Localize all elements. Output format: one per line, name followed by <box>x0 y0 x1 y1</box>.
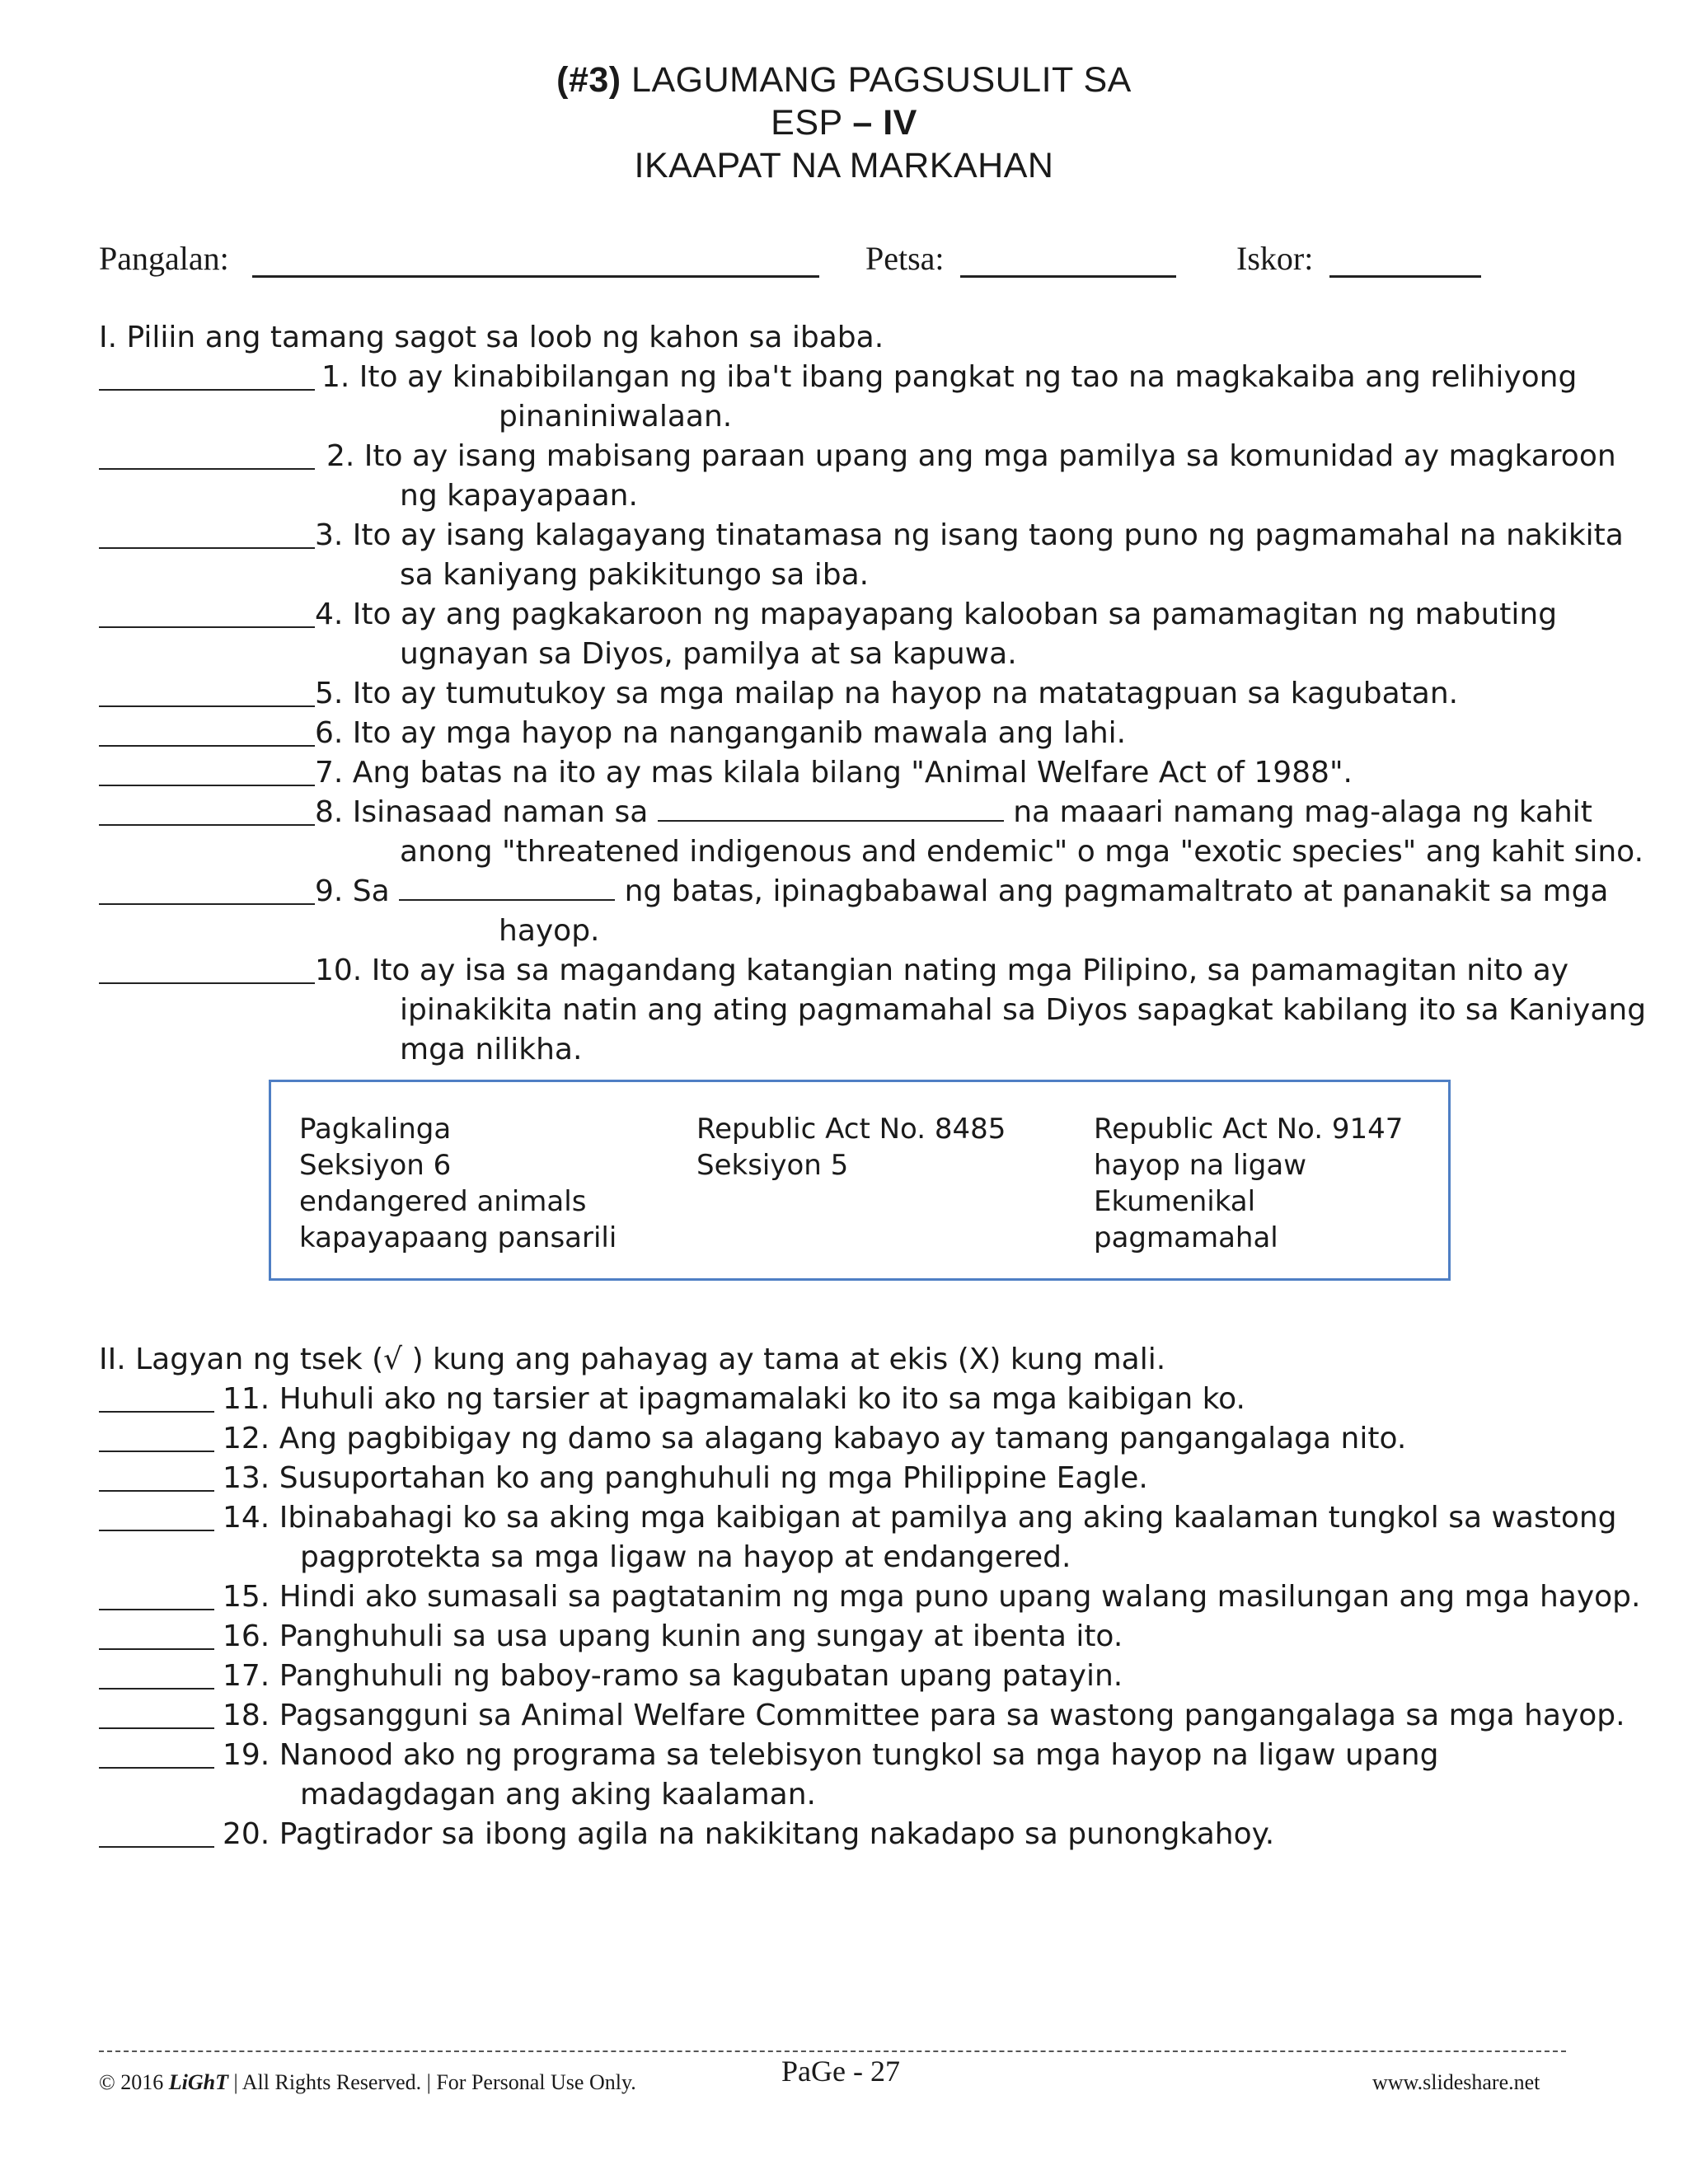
answer-blank-19[interactable] <box>99 1767 214 1769</box>
answer-blank-5[interactable] <box>99 705 315 707</box>
statement-text: 14. Ibinabahagi ko sa aking mga kaibigan at pamilya ang aking kaalaman tungkol sa wastong <box>223 1501 1617 1535</box>
answer-blank-3[interactable] <box>99 547 315 549</box>
question-text-cont: ugnayan sa Diyos, pamilya at sa kapuwa. <box>400 637 1017 671</box>
question-text <box>315 793 1592 832</box>
choice-item: Seksiyon 5 <box>696 1149 849 1182</box>
score-label: Iskor: <box>1236 240 1314 277</box>
choices-column-1 <box>299 1111 617 1256</box>
question-text: 6. Ito ay mga hayop na nanganganib mawala ang lahi. <box>315 716 1127 750</box>
statement-text: 12. Ang pagbibigay ng damo sa alagang kabayo ay tamang pangangalaga nito. <box>223 1422 1407 1455</box>
date-label: Petsa: <box>865 240 945 277</box>
question-text: 2. Ito ay isang mabisang paraan upang ang mga pamilya sa komunidad ay magkaroon <box>326 439 1616 473</box>
title-line-2 <box>0 102 1688 143</box>
student-info <box>99 239 1582 280</box>
question-text <box>315 872 1609 912</box>
choices-column-3 <box>1094 1111 1403 1256</box>
answer-blank-20[interactable] <box>99 1846 214 1848</box>
answer-blank-1[interactable] <box>99 389 315 391</box>
statement-text: 19. Nanood ako ng programa sa telebisyon tungkol sa mga hayop na ligaw upang <box>223 1738 1439 1772</box>
part2-instruction: II. Lagyan ng tsek (√ ) kung ang pahayag ay tama at ekis (X) kung mali. <box>99 1343 1166 1376</box>
part1-instruction: I. Piliin ang tamang sagot sa loob ng kahon sa ibaba. <box>99 321 884 354</box>
subject: ESP <box>771 103 853 143</box>
answer-blank-4[interactable] <box>99 626 315 628</box>
question-text-before: 9. Sa <box>315 874 400 908</box>
question-text-cont: pinaniniwalaan. <box>499 400 733 434</box>
statement-text-cont: pagprotekta sa mga ligaw na hayop at endangered. <box>300 1540 1071 1574</box>
name-label: Pangalan: <box>99 240 229 277</box>
choice-item: Seksiyon 6 <box>299 1149 452 1182</box>
date-field[interactable] <box>960 275 1176 278</box>
title-text: LAGUMANG PAGSUSULIT SA <box>621 60 1132 100</box>
question-text-before: 8. Isinasaad naman sa <box>315 795 658 829</box>
test-number: (#3) <box>556 60 621 100</box>
title-line-3: IKAAPAT NA MARKAHAN <box>634 146 1054 185</box>
choice-item: Republic Act No. 9147 <box>1094 1113 1404 1146</box>
question-text: 3. Ito ay isang kalagayang tinatamasa ng isang taong puno ng pagmamahal na nakikita <box>315 518 1624 552</box>
copyright-symbol: © 2016 <box>99 2070 169 2094</box>
choice-item: endangered animals <box>299 1185 587 1218</box>
answer-blank-15[interactable] <box>99 1609 214 1610</box>
statement-text: 18. Pagsangguni sa Animal Welfare Committee para sa wastong pangangalaga sa mga hayop. <box>223 1699 1625 1732</box>
question-text: 7. Ang batas na ito ay mas kilala bilang "Animal Welfare Act of 1988". <box>315 756 1353 790</box>
footer-site: www.slideshare.net <box>1372 2070 1540 2094</box>
answer-blank-18[interactable] <box>99 1727 214 1729</box>
question-text-after: ng batas, ipinagbabawal ang pagmamaltrato at pananakit sa mga <box>615 874 1609 908</box>
question-text-cont: mga nilikha. <box>400 1033 583 1066</box>
question-text-cont: ng kapayapaan. <box>400 479 638 513</box>
question-text-after: na maaari namang mag-alaga ng kahit <box>1003 795 1592 829</box>
choice-item: Ekumenikal <box>1094 1185 1256 1218</box>
choice-item: hayop na ligaw <box>1094 1149 1307 1182</box>
answer-choices-box <box>269 1080 1451 1281</box>
answer-blank-2[interactable] <box>99 468 315 470</box>
score-field[interactable] <box>1329 275 1481 278</box>
statement-text: 16. Panghuhuli sa usa upang kunin ang sungay at ibenta ito. <box>223 1619 1123 1653</box>
answer-blank-7[interactable] <box>99 785 315 786</box>
question-text-cont: ipinakikita natin ang ating pagmamahal sa Diyos sapagkat kabilang ito sa Kaniyang <box>400 993 1647 1027</box>
statement-text: 20. Pagtirador sa ibong agila na nakikitang nakadapo sa punongkahoy. <box>223 1817 1275 1851</box>
statement-text: 15. Hindi ako sumasali sa pagtatanim ng mga puno upang walang masilungan ang mga hayop. <box>223 1580 1641 1614</box>
answer-blank-16[interactable] <box>99 1648 214 1650</box>
statement-text: 13. Susuportahan ko ang panghuhuli ng mga Philippine Eagle. <box>223 1461 1148 1495</box>
question-text-cont: sa kaniyang pakikitungo sa iba. <box>400 558 870 592</box>
choice-item: kapayapaang pansarili <box>299 1221 617 1254</box>
answer-blank-17[interactable] <box>99 1688 214 1690</box>
question-text-cont: anong "threatened indigenous and endemic" o mga "exotic species" ang kahit sino. <box>400 835 1644 869</box>
question-text: 1. Ito ay kinabibilangan ng iba't ibang pangkat ng tao na magkakaiba ang relihiyong <box>321 360 1578 394</box>
answer-blank-13[interactable] <box>99 1490 214 1492</box>
question-text: 10. Ito ay isa sa magandang katangian nating mga Pilipino, sa pamamagitan nito ay <box>315 954 1569 987</box>
grade-level: – IV <box>852 103 917 143</box>
choices-column-2 <box>696 1111 1006 1183</box>
inline-blank-9[interactable] <box>399 874 615 901</box>
answer-blank-9[interactable] <box>99 903 315 905</box>
answer-blank-10[interactable] <box>99 982 315 984</box>
answer-blank-14[interactable] <box>99 1530 214 1531</box>
statement-text: 11. Huhuli ako ng tarsier at ipagmamalaki ko ito sa mga kaibigan ko. <box>223 1382 1245 1416</box>
inline-blank-8[interactable] <box>658 795 1004 822</box>
footer-divider <box>99 2050 1566 2052</box>
question-text-cont: hayop. <box>499 914 600 948</box>
answer-blank-6[interactable] <box>99 745 315 747</box>
title-line-1 <box>0 59 1688 101</box>
question-text: 5. Ito ay tumutukoy sa mga mailap na hayop na matatagpuan sa kagubatan. <box>315 677 1459 710</box>
page-number: PaGe - 27 <box>781 2055 900 2088</box>
statement-text-cont: madagdagan ang aking kaalaman. <box>300 1778 816 1811</box>
brand-name: LiGhT <box>168 2070 228 2094</box>
choice-item: Pagkalinga <box>299 1113 452 1146</box>
statement-text: 17. Panghuhuli ng baboy-ramo sa kagubatan upang patayin. <box>223 1659 1123 1693</box>
name-field[interactable] <box>252 275 819 278</box>
choice-item: Republic Act No. 8485 <box>696 1113 1006 1146</box>
choice-item: pagmamahal <box>1094 1221 1278 1254</box>
answer-blank-12[interactable] <box>99 1451 214 1452</box>
footer-copyright <box>99 2070 636 2095</box>
answer-blank-8[interactable] <box>99 824 315 826</box>
answer-blank-11[interactable] <box>99 1411 214 1413</box>
rights-text: | All Rights Reserved. | For Personal Use Only. <box>228 2070 636 2094</box>
question-text: 4. Ito ay ang pagkakaroon ng mapayapang kalooban sa pamamagitan ng mabuting <box>315 598 1558 631</box>
